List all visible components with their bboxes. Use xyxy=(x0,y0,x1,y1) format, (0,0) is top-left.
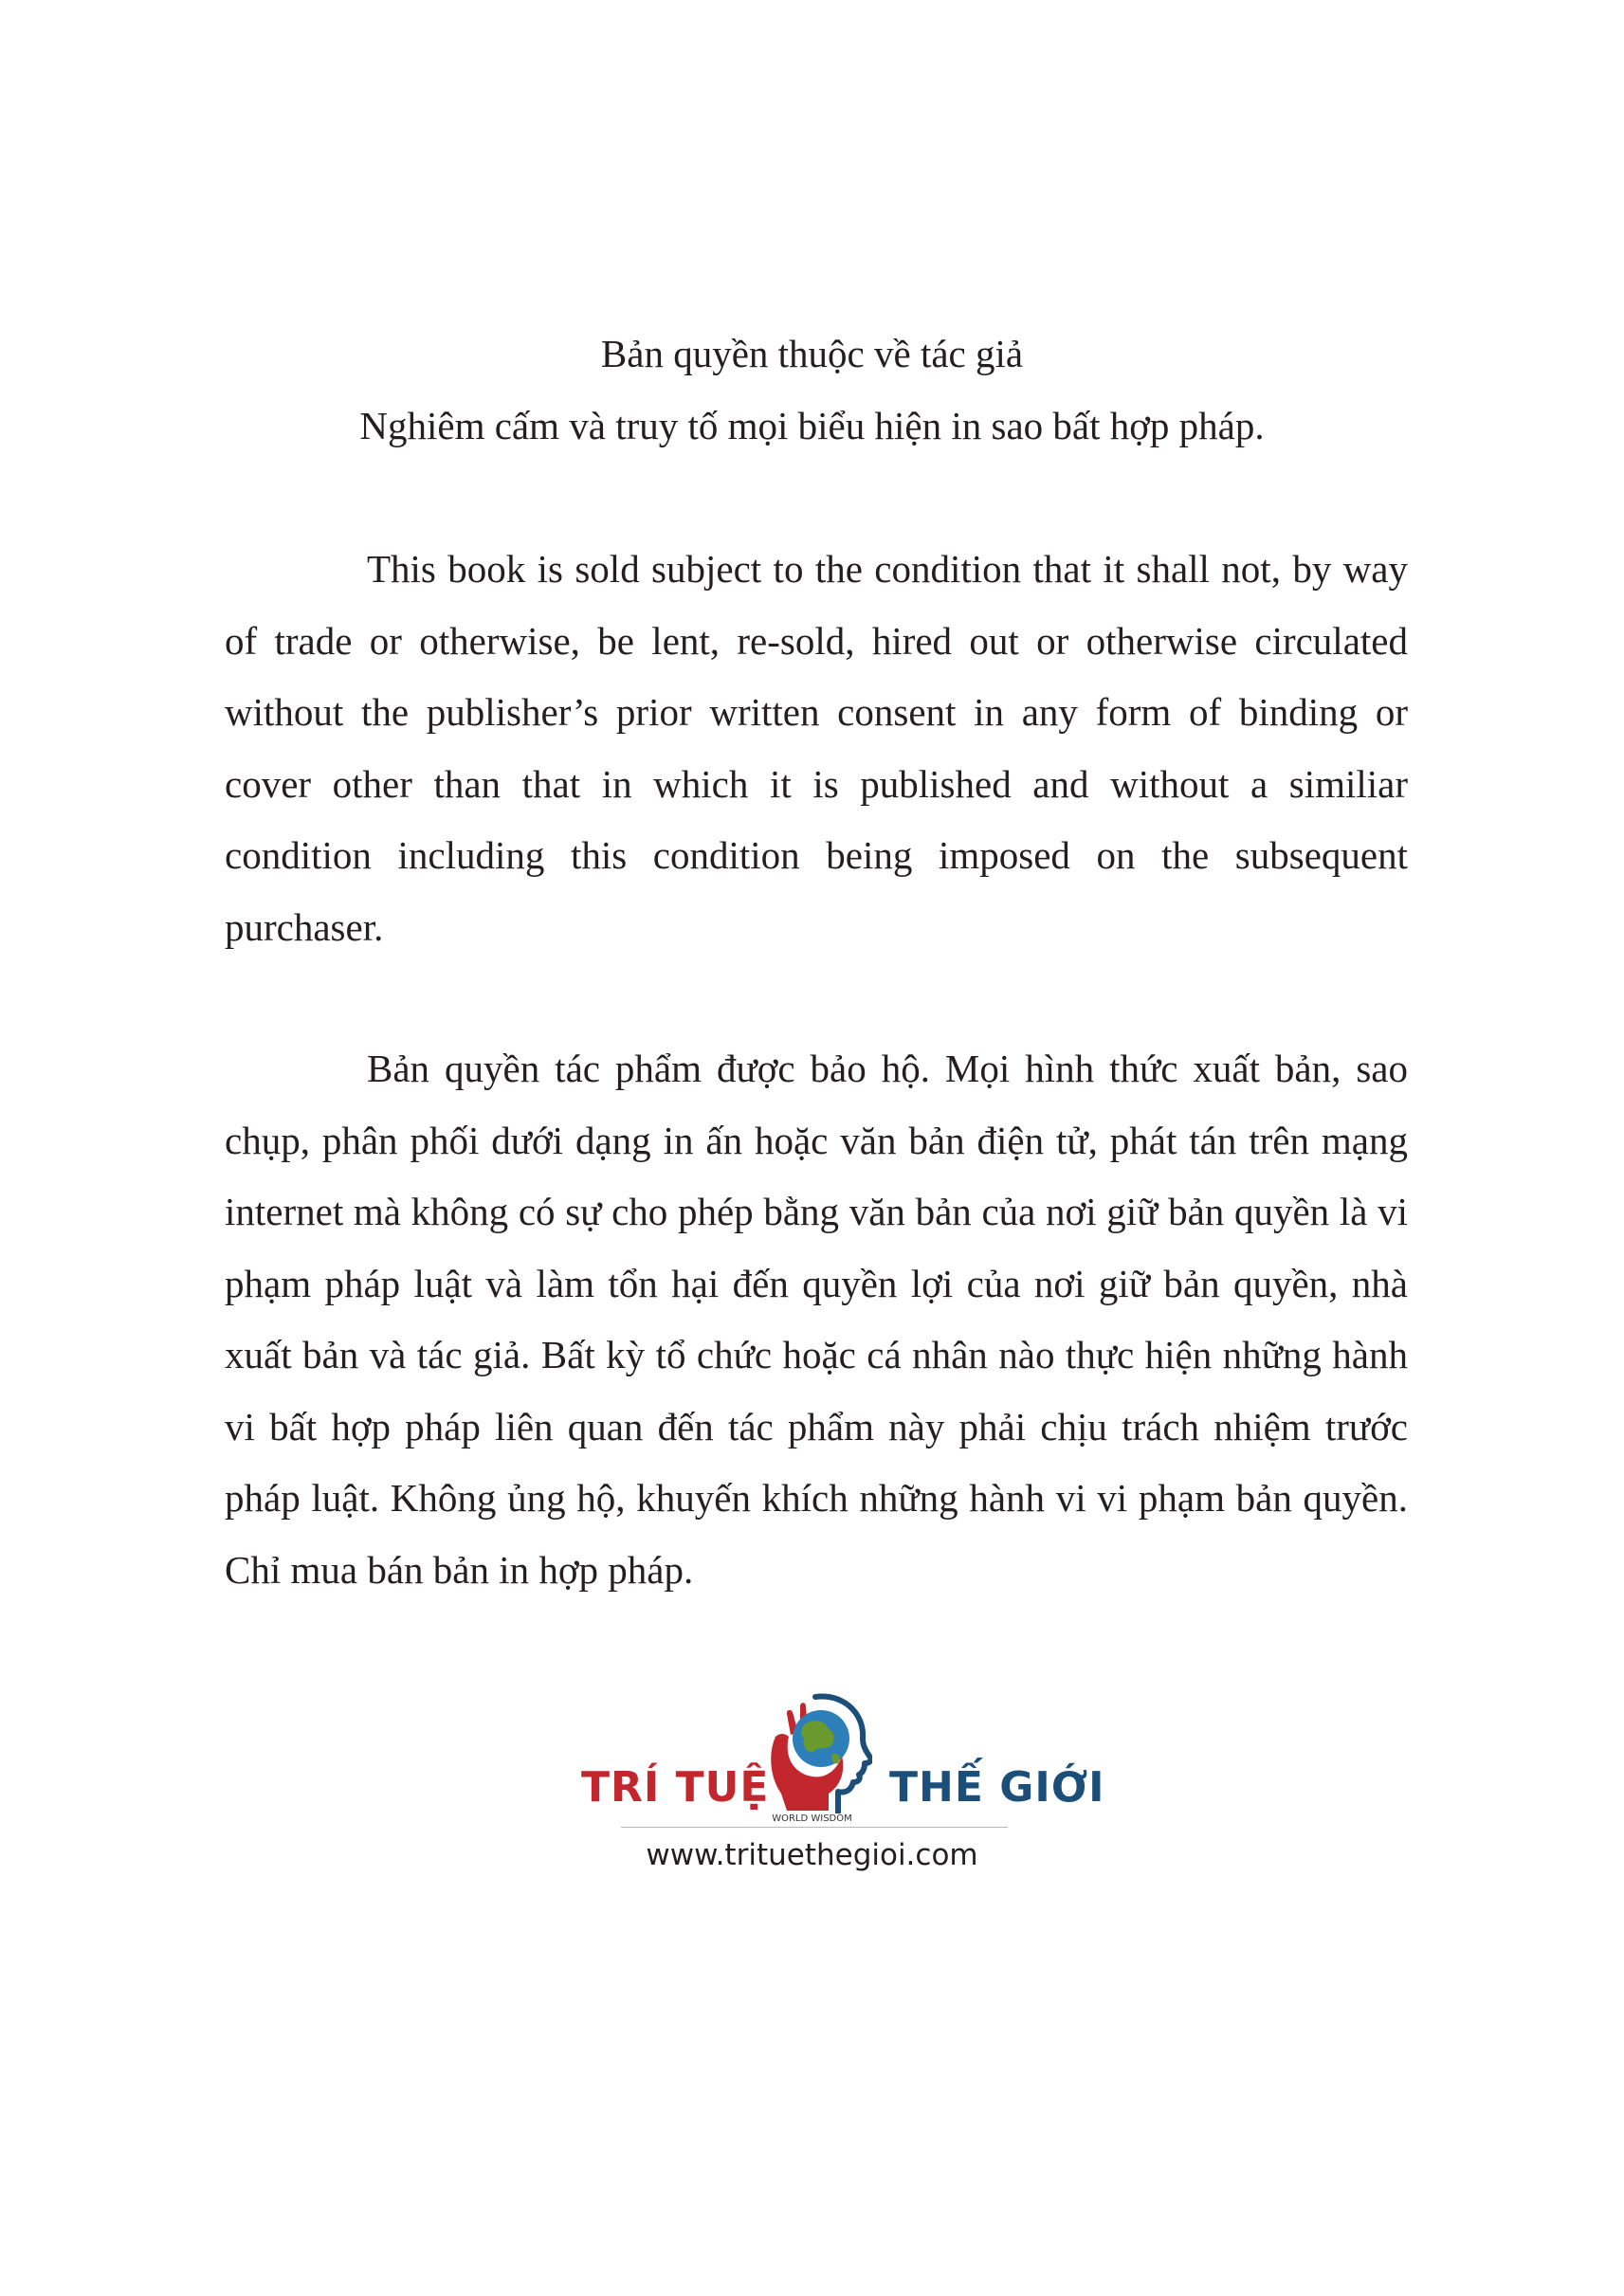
logo-divider xyxy=(621,1827,1008,1828)
vietnamese-notice-paragraph: Bản quyền tác phẩm được bảo hộ. Mọi hình thức xuất bản, sao chụp, phân phối dưới dạng in ấn hoặc văn bản điện tử, phát tán trên mạng internet mà không có sự cho phép bằng văn bản của nơi giữ bản quyền là vi phạm pháp luật và làm tổn hại đến quyền lợi của nơi giữ bản quyền, nhà xuất bản và tác giả. Bất kỳ tổ chức hoặc cá nhân nào thực hiện những hành vi bất hợp pháp liên quan đến tác phẩm này phải chịu trách nhiệm trước pháp luật. Không ủng hộ, khuyến khích những hành vi vi phạm bản quyền. Chỉ mua bán bản in hợp pháp. xyxy=(225,1047,1408,1592)
publisher-website: www.trituethegioi.com xyxy=(646,1838,978,1872)
copyright-heading-line2: Nghiêm cấm và truy tố mọi biểu hiện in sao bất hợp pháp. xyxy=(359,404,1265,447)
logo-tagline xyxy=(0,1813,1624,1824)
english-notice-paragraph: This book is sold subject to the condition that it shall not, by way of trade or otherwise, be lent, re-sold, hired out or otherwise circulated without the publisher’s prior written consent in any form of binding or cover other than that in which it is published and without a similiar condition including this condition being imposed on the subsequent purchaser. xyxy=(225,547,1408,949)
head-globe-hand-icon xyxy=(758,1687,872,1815)
copyright-heading-line1: Bản quyền thuộc về tác giả xyxy=(600,332,1024,375)
logo-text-tri-tue: TRÍ TUỆ xyxy=(581,1763,770,1812)
logo-tagline-text: WORLD WISDOM xyxy=(766,1813,858,1824)
logo-text-the-gioi: THẾ GIỚI xyxy=(889,1763,1105,1812)
copyright-heading xyxy=(0,318,1624,462)
